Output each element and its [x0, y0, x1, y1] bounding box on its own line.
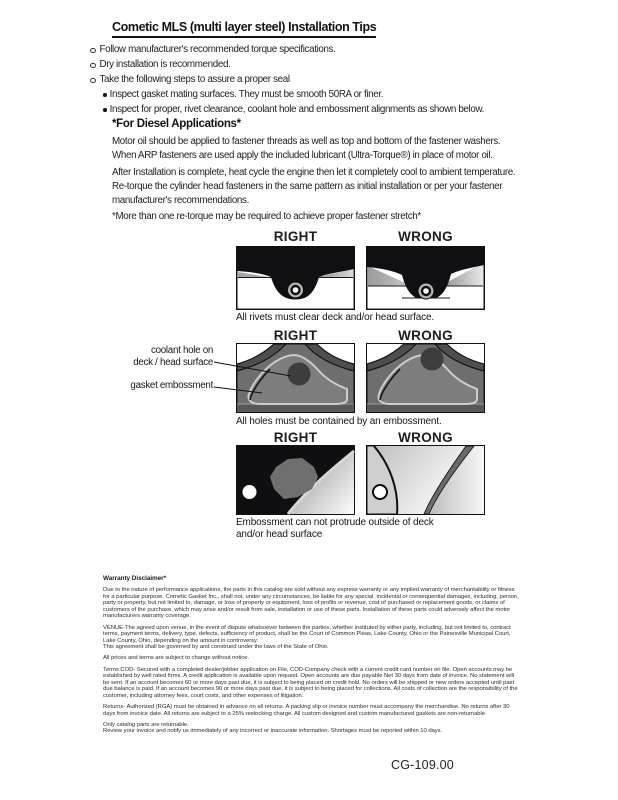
- list-item: [90, 59, 530, 74]
- bolt-hole-icon: [373, 485, 387, 499]
- tip-text: Take the following steps to assure a proper seal: [99, 74, 290, 86]
- deck-bottom-strip: [237, 404, 354, 412]
- installation-tips-list: [90, 44, 530, 119]
- legal-paragraph: VENUE-The agreed upon venue, in the event of dispute whatsoever between the parties, whether instituted by either party, including, but not limited to, contract terms, payment terms, delivery, type, defects, sufficiency of product, shall be the Court of Common Pleas, Lake County, Ohio or the Painesville Municipal Court, Lake County, Ohio, depending on the amount in controversy.: [103, 624, 511, 644]
- rivet-right-figure: [236, 246, 355, 310]
- rivet-wrong-figure: [366, 246, 485, 310]
- coolant-hole-icon: [288, 363, 311, 386]
- diesel-paragraph-2: After Installation is complete, heat cycle the engine then let it completely cool to ambient temperature. Re-torque the cylinder head fasteners in the same pattern as initial installation or per your fastener manufacturer's recommendations.: [112, 167, 516, 206]
- coolant-hole-label: [116, 345, 213, 368]
- diesel-heading: *For Diesel Applications*: [112, 118, 241, 130]
- list-item: [90, 89, 530, 104]
- tip-text: Inspect gasket mating surfaces. They must be smooth 50RA or finer.: [109, 89, 384, 101]
- embossment-right-diagram: [236, 445, 355, 515]
- legal-paragraph: This agreement shall be governed by and construed under the laws of the State of Ohio.: [103, 644, 329, 651]
- legal-paragraph: Review your invoice and notify us immediately of any incorrect or inaccurate information. Shortages must be reported within 10 days.: [103, 728, 443, 735]
- holes-wrong-figure: [366, 343, 485, 413]
- legal-paragraph: Returns- Authorized (RGA) must be obtained in advance on all returns. A packing slip or invoice number must accompany the merchandise. No returns after 30 days from invoice date. All returns are subject to a 25% restocking charge. All custom designed and custom manufactured gaskets are non-returnable.: [103, 704, 510, 717]
- holes-right-label: RIGHT: [273, 328, 318, 343]
- rivet-right-diagram: [236, 246, 355, 310]
- coolant-hole-icon: [421, 348, 444, 371]
- rivet-icon: [418, 283, 434, 299]
- holes-wrong-diagram: [366, 343, 485, 413]
- tip-text: Inspect for proper, rivet clearance, coolant hole and embossment alignments as shown below.: [109, 104, 484, 116]
- warranty-disclaimer-heading: Warranty Disclaimer*: [103, 575, 167, 582]
- rivet-wrong-label: WRONG: [398, 229, 453, 244]
- gasket-embossment-label: gasket embossment: [130, 380, 213, 391]
- embossment-right-label: RIGHT: [273, 430, 318, 445]
- open-bullet-icon: [90, 78, 96, 84]
- holes-right-diagram: [236, 343, 355, 413]
- embossment-right-figure: [236, 445, 355, 515]
- embossment-caption-line1: Embossment can not protrude outside of deck: [236, 517, 434, 528]
- embossment-caption-line2: and/or head surface: [236, 529, 323, 540]
- tip-text: Follow manufacturer's recommended torque specifications.: [99, 44, 336, 55]
- list-item: [90, 44, 530, 59]
- tip-text: Dry installation is recommended.: [99, 59, 231, 71]
- holes-right-figure: [236, 343, 355, 413]
- legal-paragraph: Due to the nature of performance applications, the parts in this catalog are sold without any express warranty or any implied warranty of merchantability or fitness for a particular purpose. Cometic Gasket Inc., shall not, under any circumstances, be liable for any special, incidental or consequential damages, including, person, party or property, but not limited to, damage, or loss of property or equipment, loss of profits or revenue, cost of purchased or replacement goods, or claims of customers of the purchase, which may arise and/or result from sale, installation or use of these parts. Installation of these parts could adversely affect the motor manufacturers warranty coverage.: [103, 587, 519, 620]
- embossment-wrong-figure: [366, 445, 485, 515]
- legal-paragraph: All prices and terms are subject to change without notice.: [103, 655, 250, 662]
- open-bullet-icon: [90, 63, 96, 69]
- coolant-label-line1: coolant hole on: [151, 345, 213, 356]
- embossment-wrong-diagram: [366, 445, 485, 515]
- bolt-hole-icon: [243, 485, 257, 499]
- deck-floor: [368, 298, 484, 309]
- rivet-right-label: RIGHT: [273, 229, 318, 244]
- coolant-label-line2: deck / head surface: [133, 356, 213, 368]
- retorque-note: *More than one re-torque may be required to achieve proper fastener stretch*: [112, 211, 421, 222]
- legal-paragraph: Only catalog parts are returnable.: [103, 721, 189, 728]
- page-title: Cometic MLS (multi layer steel) Installation Tips: [112, 20, 376, 38]
- rivet-caption: All rivets must clear deck and/or head surface.: [236, 312, 435, 323]
- diesel-paragraph-1: Motor oil should be applied to fastener threads as well as top and bottom of the fastener washers. When ARP fasteners are used apply the included lubricant (Ultra-Torque®) in place of motor oil.: [112, 136, 501, 161]
- embossment-wrong-label: WRONG: [398, 430, 453, 445]
- rivet-wrong-diagram: [366, 246, 485, 310]
- filled-bullet-icon: [103, 93, 107, 97]
- open-bullet-icon: [90, 48, 96, 54]
- deck-bottom-strip: [367, 404, 484, 412]
- filled-bullet-icon: [103, 108, 107, 112]
- holes-wrong-label: WRONG: [398, 328, 453, 343]
- page-code: CG-109.00: [391, 758, 454, 772]
- legal-section: [103, 576, 520, 735]
- holes-caption: All holes must be contained by an embossment.: [236, 416, 442, 427]
- legal-paragraph: Terms COD- Secured with a completed dealer/jobber application on File, COD-Company check with a current credit card number on file. Open accounts may be established by well rated firms. A credit application is available upon request. Open accounts are due payable Net 30 days from date of invoice. No statement will be sent. If an account becomes 60 or more days past due, it is subject to being placed on credit hold. No orders will be shipped or new orders accepted until past due balance is paid. If an account becomes 90 or more days past due, it is subject to being placed for collections. All costs of collection are the responsibility of the customer, including attorney fees, court costs, and other expenses of litigation.: [103, 666, 518, 699]
- rivet-icon: [288, 282, 304, 298]
- list-item: [90, 74, 530, 89]
